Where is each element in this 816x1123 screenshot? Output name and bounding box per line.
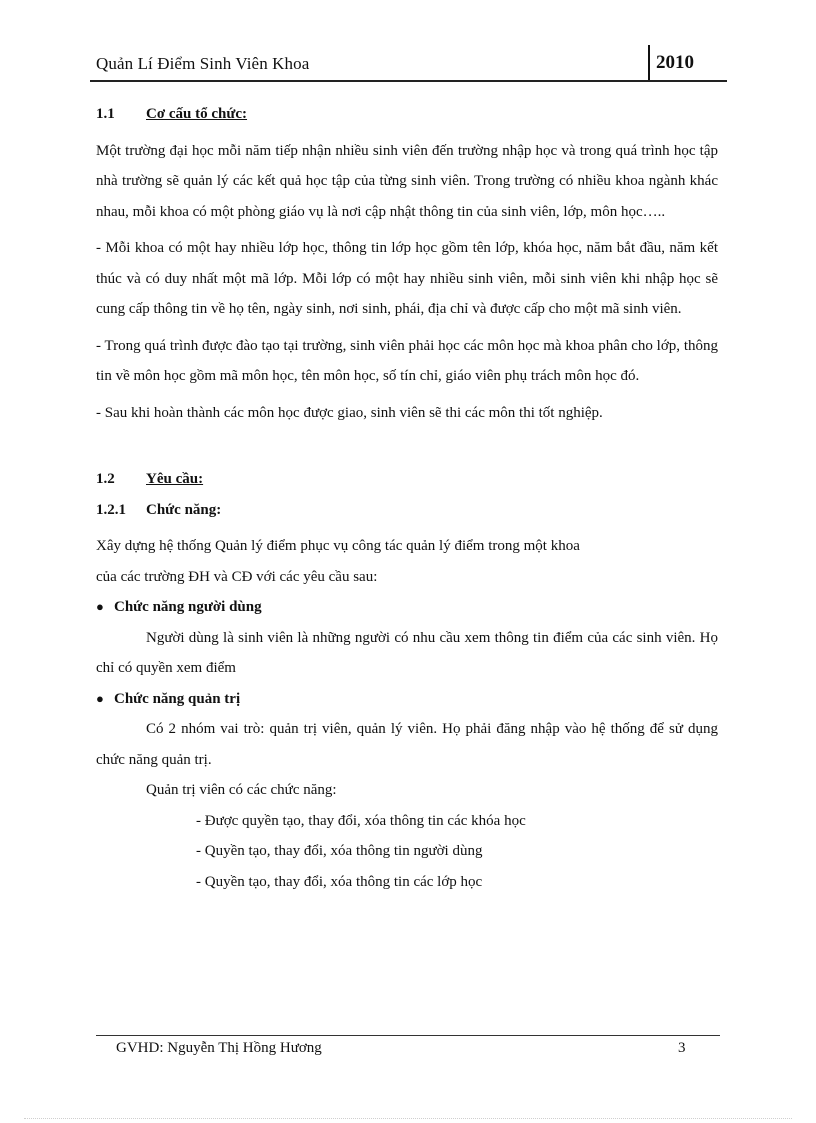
list-item: - Quyền tạo, thay đổi, xóa thông tin các lớp học bbox=[196, 873, 483, 890]
footer-rule bbox=[96, 1035, 720, 1036]
subsection-title: Chức năng: bbox=[146, 501, 222, 518]
section-number: 1.2 bbox=[96, 471, 115, 487]
paragraph: - Sau khi hoàn thành các môn học được giao, sinh viên sẽ thi các môn thi tốt nghiệp. bbox=[96, 404, 603, 421]
list-item: - Được quyền tạo, thay đổi, xóa thông tin các khóa học bbox=[196, 812, 526, 829]
page-edge bbox=[24, 1118, 792, 1119]
paragraph: Một trường đại học mỗi năm tiếp nhận nhiều sinh viên đến trường nhập học và trong quá trình học tập nhà trường sẽ quản lý các kết quả học tập của từng sinh viên. Trong trường có nhiều khoa ngành khác nhau, mỗi khoa có một phòng giáo vụ là nơi cập nhật thông tin của sinh viên, lớp, môn học….. bbox=[96, 142, 718, 220]
bullet-admin-functions bbox=[96, 684, 718, 715]
header-divider bbox=[648, 45, 650, 81]
section-heading-1-1 bbox=[96, 99, 718, 130]
section-heading-1-2 bbox=[96, 464, 718, 495]
list-item: - Quyền tạo, thay đổi, xóa thông tin người dùng bbox=[196, 843, 483, 859]
bullet-label: Chức năng người dùng bbox=[114, 599, 262, 615]
bullet-icon: ● bbox=[96, 690, 104, 706]
paragraph: - Trong quá trình được đào tạo tại trường, sinh viên phải học các môn học mà khoa phân cho lớp, thông tin về môn học gồm mã môn học, tên môn học, số tín chỉ, giáo viên phụ trách môn học đó. bbox=[96, 337, 718, 384]
paragraph: Có 2 nhóm vai trò: quản trị viên, quản lý viên. Họ phải đăng nhập vào hệ thống để sử dụng chức năng quản trị. bbox=[96, 721, 718, 768]
paragraph: Người dùng là sinh viên là những người có nhu cầu xem thông tin điểm của các sinh viên. Họ chỉ có quyền xem điểm bbox=[96, 629, 718, 676]
header-title: Quản Lí Điểm Sinh Viên Khoa bbox=[96, 54, 310, 73]
section-title: Cơ cấu tổ chức: bbox=[146, 106, 248, 122]
paragraph: - Mỗi khoa có một hay nhiều lớp học, thông tin lớp học gồm tên lớp, khóa học, năm bắt đầu, năm kết thúc và có duy nhất một mã lớp. Mỗi lớp có một hay nhiều sinh viên, mỗi sinh viên khi nhập học sẽ cung cấp thông tin về họ tên, ngày sinh, nơi sinh, phái, địa chỉ và được cấp cho một mã sinh viên. bbox=[96, 240, 718, 317]
admin-intro: Quản trị viên có các chức năng: bbox=[146, 782, 337, 798]
footer-advisor: GVHD: Nguyễn Thị Hồng Hương bbox=[116, 1040, 322, 1056]
intro-line: Xây dựng hệ thống Quản lý điểm phục vụ công tác quản lý điểm trong một khoa bbox=[96, 538, 580, 554]
bullet-user-functions bbox=[96, 592, 718, 623]
intro-line: của các trường ĐH và CĐ với các yêu cầu sau: bbox=[96, 568, 378, 585]
section-number: 1.1 bbox=[96, 106, 115, 122]
subsection-heading-1-2-1 bbox=[96, 495, 718, 526]
page-number: 3 bbox=[678, 1040, 686, 1056]
page-content bbox=[96, 99, 718, 897]
header-year: 2010 bbox=[656, 52, 694, 73]
subsection-number: 1.2.1 bbox=[96, 501, 126, 518]
section-title: Yêu cầu: bbox=[146, 471, 204, 487]
bullet-icon: ● bbox=[96, 599, 104, 614]
bullet-label: Chức năng quản trị bbox=[114, 690, 241, 707]
header-rule bbox=[90, 80, 727, 82]
